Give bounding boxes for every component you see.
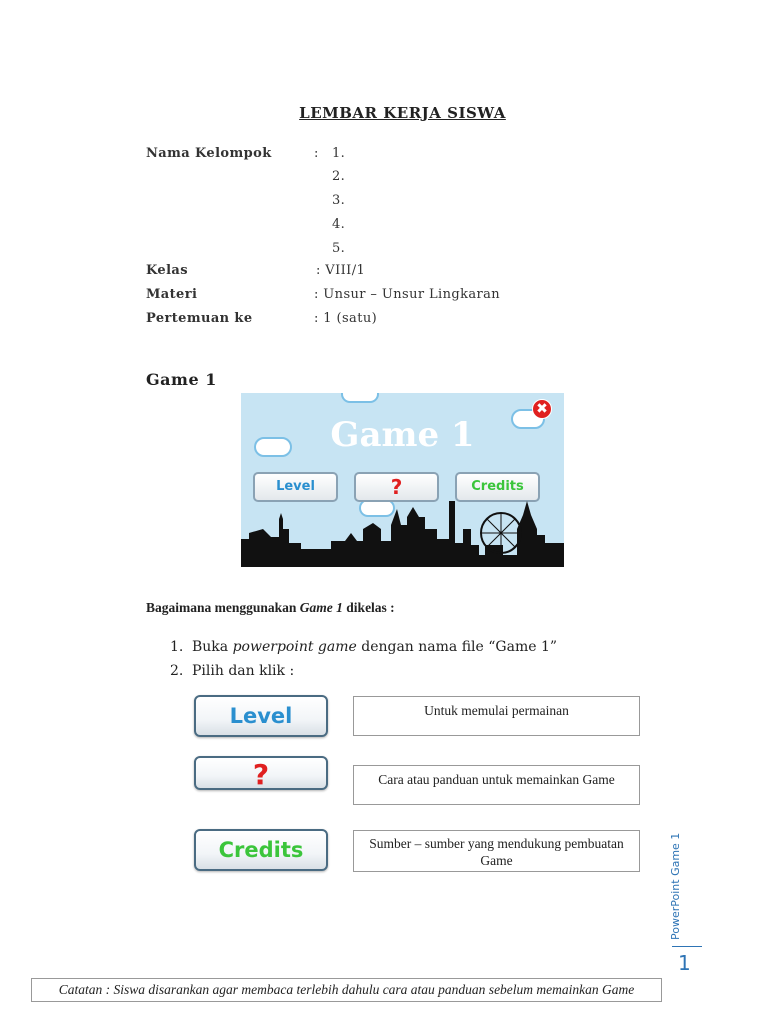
pertemuan-label: Pertemuan ke [146,311,253,326]
step-number: 2. [170,663,184,679]
member-3: 3. [332,193,346,208]
cloud-icon [341,393,379,403]
step-number: 1. [170,639,184,655]
materi-label: Materi [146,287,198,302]
page-number: 1 [678,951,691,975]
credits-description: Sumber – sumber yang mendukung pembuatan Game [353,830,640,872]
help-description: Cara atau panduan untuk memainkan Game [353,765,640,805]
how-game-name: Game 1 [299,600,343,615]
step-2 [170,663,294,679]
pertemuan-value: : 1 (satu) [314,311,378,326]
banner-level-button: Level [253,472,338,502]
member-5: 5. [332,241,346,256]
kelas-label: Kelas [146,263,188,278]
help-button-image: ? [194,756,328,790]
nama-kelompok-separator: : [314,146,319,161]
banner-credits-button: Credits [455,472,540,502]
member-2: 2. [332,169,346,184]
step-1 [170,639,557,655]
game-banner-image [241,393,564,567]
how-to-use-heading [146,600,395,616]
note-box: Catatan : Siswa disarankan agar membaca terlebih dahulu cara atau panduan sebelum memainkan Game [31,978,662,1002]
how-suffix: dikelas : [342,600,395,615]
nama-kelompok-label: Nama Kelompok [146,146,272,161]
step-text: Buka [192,639,233,655]
credits-button-image: Credits [194,829,328,871]
step-italic-text: powerpoint game [232,639,357,655]
step-text: Pilih dan klik : [192,663,295,679]
level-button-image: Level [194,695,328,737]
banner-help-button: ? [354,472,439,502]
sidebar-label: PowerPoint Game 1 [669,832,682,940]
level-description: Untuk memulai permainan [353,696,640,736]
city-skyline-icon [241,499,564,567]
member-4: 4. [332,217,346,232]
banner-title: Game 1 [330,415,475,455]
step-text-suffix: dengan nama file “Game 1” [356,639,558,655]
game-heading: Game 1 [146,370,217,389]
materi-value: : Unsur – Unsur Lingkaran [314,287,501,302]
page-title: LEMBAR KERJA SISWA [299,104,506,122]
kelas-value: : VIII/1 [316,263,366,278]
member-1: 1. [332,146,346,161]
how-prefix: Bagaimana menggunakan [146,600,300,615]
sidebar-divider [672,946,702,947]
close-icon: ✖ [532,399,552,419]
